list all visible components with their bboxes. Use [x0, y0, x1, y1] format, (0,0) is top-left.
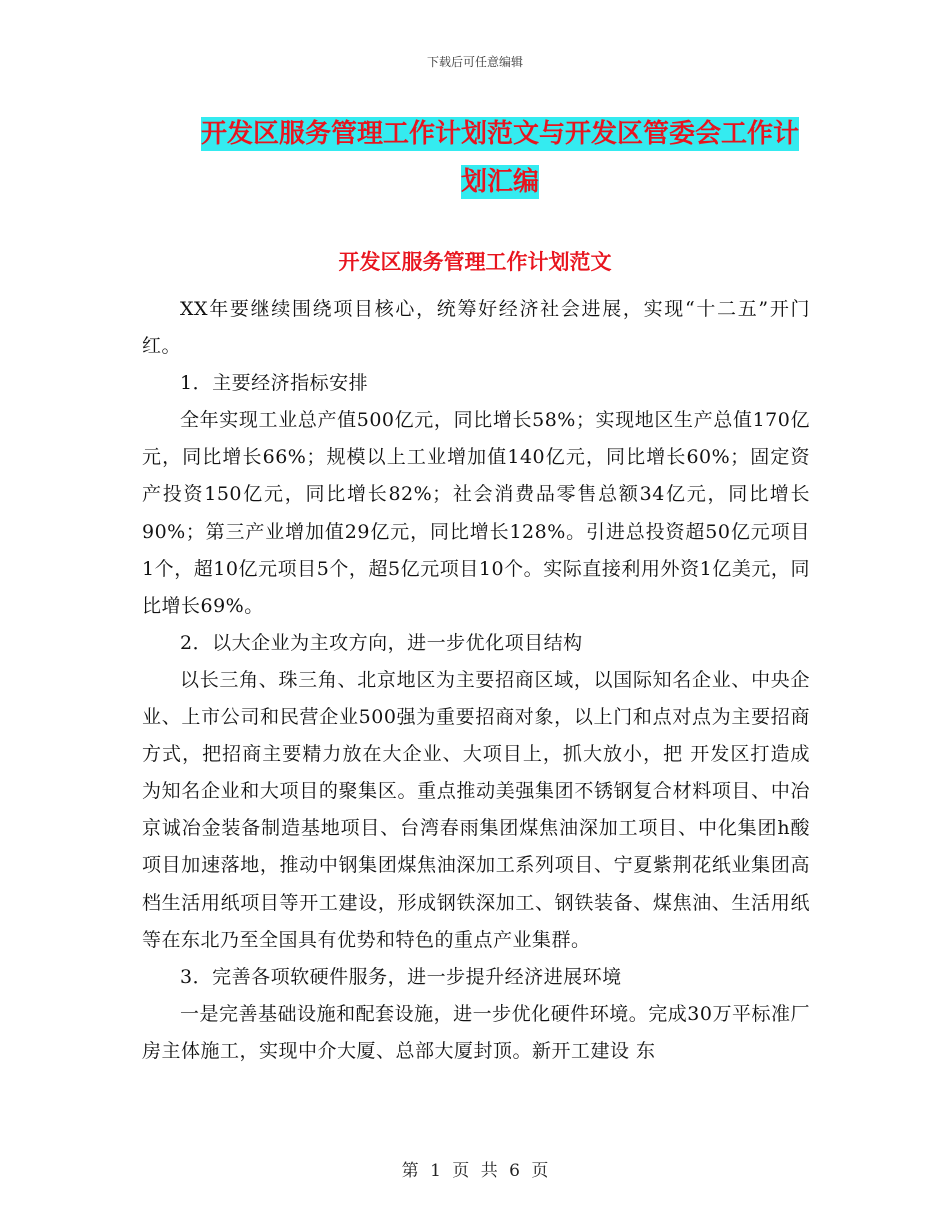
document-title-text: 开发区服务管理工作计划范文与开发区管委会工作计划汇编 — [200, 119, 799, 197]
heading-3: 3．完善各项软硬件服务，进一步提升经济进展环境 — [180, 965, 622, 988]
paragraph-investment: 以长三角、珠三角、北京地区为主要招商区域，以国际知名企业、中央企业、上市公司和民营企业500强为重要招商对象，以上门和点对点为主要招商方式，把招商主要精力放在大企业、大项目上，抓大放小，把 开发区打造成为知名企业和大项目的聚集区。重点推动美强集团不锈钢复合材料项目、中冶京诚冶金装备制造基地项目、台湾春雨集团煤焦油深加工项目、中化集团h酸项目加速落地，推动中钢集团煤焦油深加工系列项目、宁夏紫荆花纸业集团高档生活用纸项目等开工建设，形成钢铁深加工、钢铁装备、煤焦油、生活用纸等在东北乃至全国具有优势和特色的重点产业集群。 — [142, 668, 810, 951]
section-title: 开发区服务管理工作计划范文 — [338, 250, 612, 274]
heading-2: 2．以大企业为主攻方向，进一步优化项目结构 — [180, 631, 583, 654]
heading-1: 1．主要经济指标安排 — [180, 372, 369, 395]
paragraph-indicators: 全年实现工业总产值500亿元，同比增长58%；实现地区生产总值170亿元，同比增长66%；规模以上工业增加值140亿元，同比增长60%；固定资产投资150亿元，同比增长82%；社会消费品零售总额34亿元，同比增长90%；第三产业增加值29亿元，同比增长128%。引进总投资超50亿元项目1个，超10亿元项目5个，超5亿元项目10个。实际直接利用外资1亿美元，同比增长69%。 — [142, 409, 810, 617]
page-number: 第 1 页 共 6 页 — [401, 1161, 549, 1181]
paragraph-intro: XX年要继续围绕项目核心，统筹好经济社会进展，实现“十二五”开门红。 — [142, 298, 810, 358]
page-header-note: 下载后可任意编辑 — [426, 55, 523, 69]
paragraph-infrastructure: 一是完善基础设施和配套设施，进一步优化硬件环境。完成30万平标准厂房主体施工，实现中介大厦、总部大厦封顶。新开工建设 东 — [142, 1002, 810, 1062]
document-title — [190, 110, 810, 206]
document-body — [142, 291, 810, 1070]
